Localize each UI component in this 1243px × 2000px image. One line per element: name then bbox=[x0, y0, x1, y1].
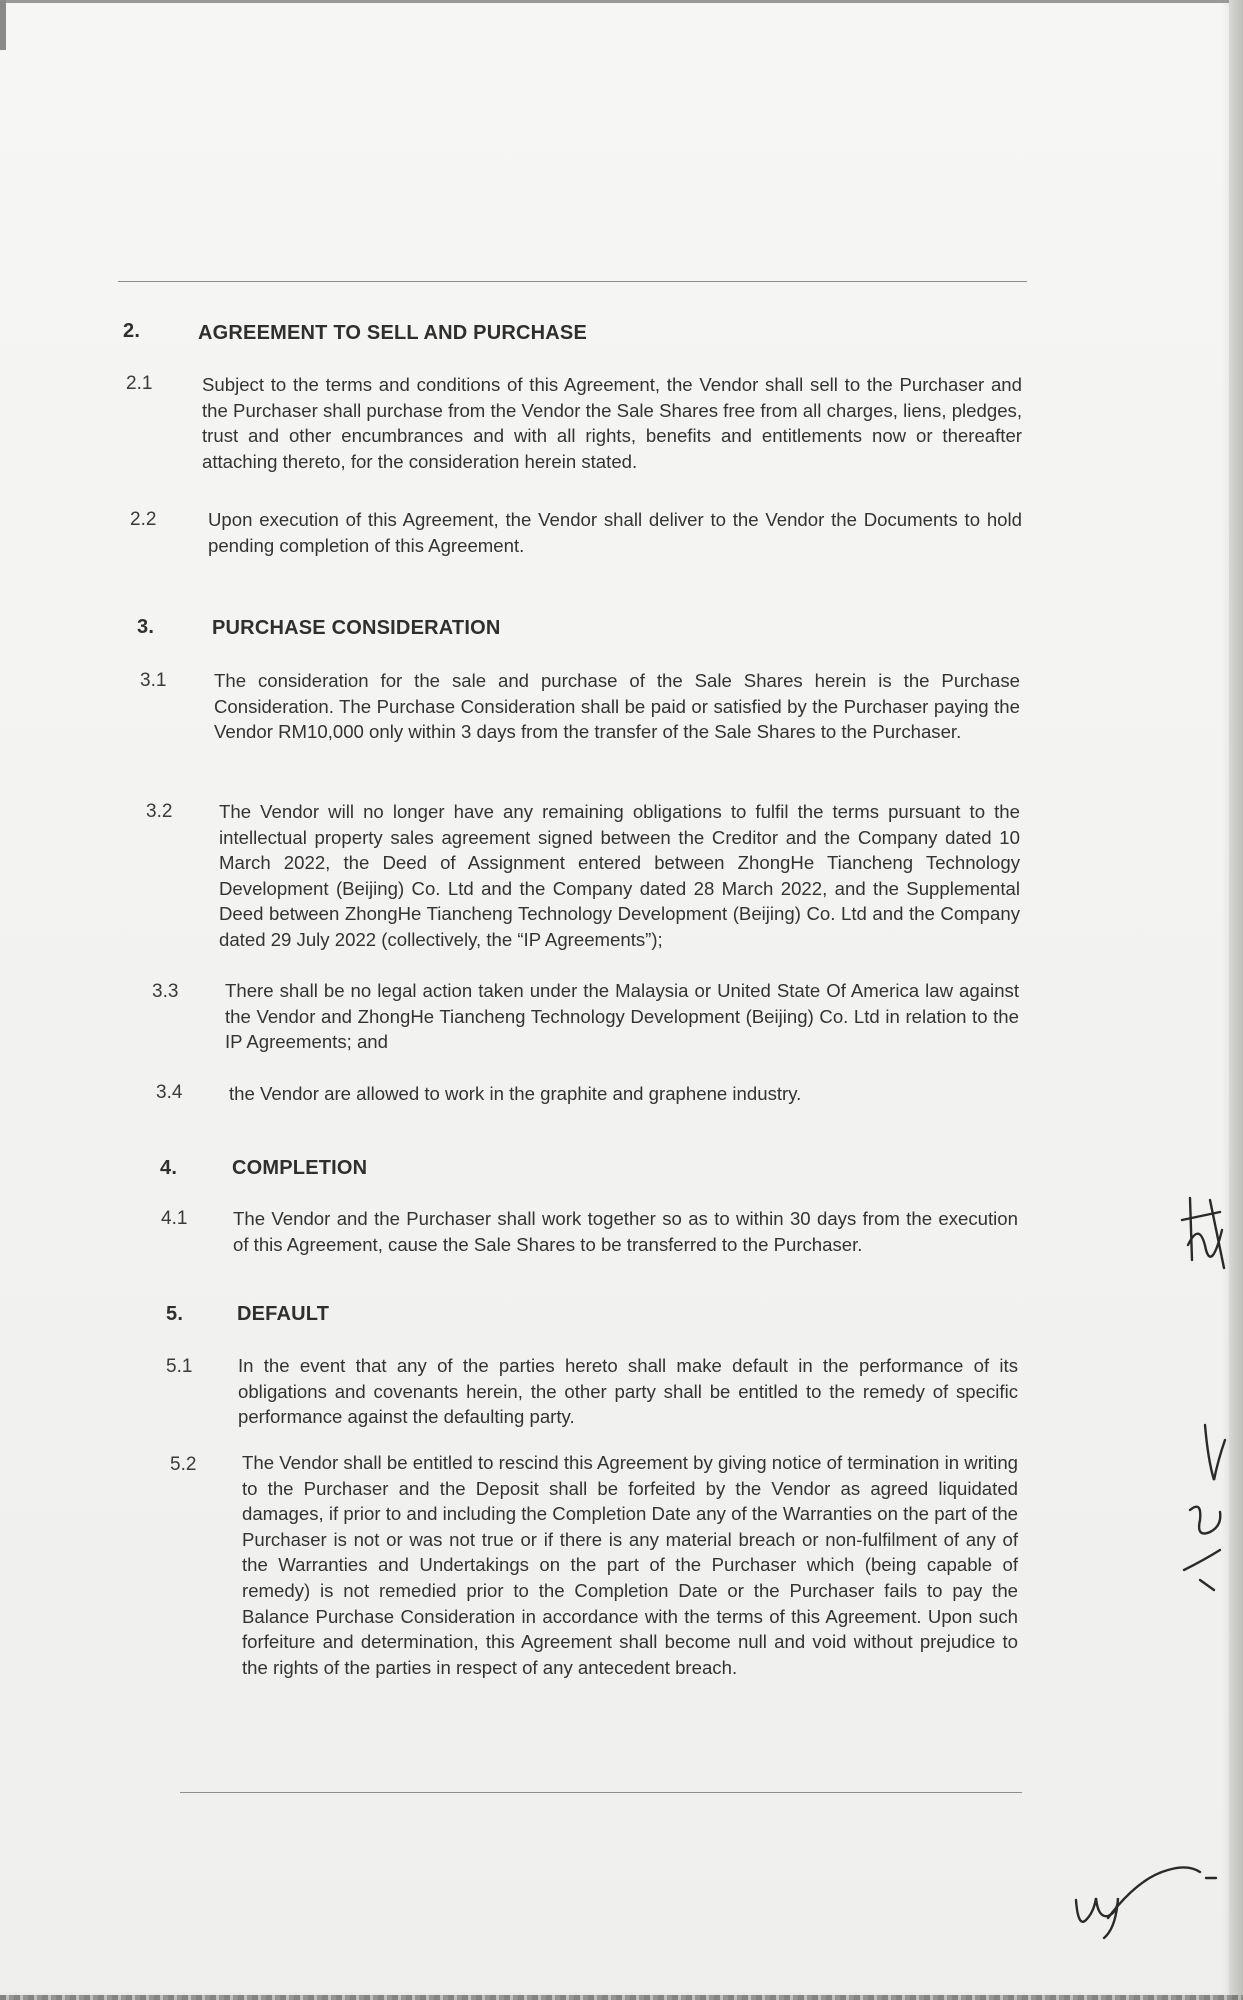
clause-text: The consideration for the sale and purchase of the Sale Shares herein is the Purchase Consideration. The Purchase Consideration shall be paid or satisfied by the Purchaser paying the Vendor RM10,000 only within 3 days from the transfer of the Sale Shares to the Purchaser. bbox=[214, 670, 1020, 743]
section-number: 4. bbox=[160, 1157, 178, 1179]
clause-number: 2.2 bbox=[130, 509, 157, 530]
section-number: 5. bbox=[166, 1303, 184, 1325]
clause-number: 2.1 bbox=[126, 373, 153, 394]
clause-text: There shall be no legal action taken under the Malaysia or United State Of America law against the Vendor and ZhongHe Tiancheng Technology Development (Beijing) Co. Ltd in relation to the IP Agreements; and bbox=[225, 980, 1019, 1053]
section-title: COMPLETION bbox=[232, 1157, 368, 1179]
clause-number: 3.2 bbox=[146, 801, 173, 822]
margin-initials-signature bbox=[1180, 1420, 1230, 1600]
section-title: PURCHASE CONSIDERATION bbox=[212, 617, 501, 639]
margin-initials-signature bbox=[1180, 1190, 1230, 1275]
clause-text: The Vendor will no longer have any remaining obligations to fulfil the terms pursuant to the intellectual property sales agreement signed between the Creditor and the Company dated 10 March 2022, the Deed of Assignment entered between ZhongHe Tiancheng Technology Development (Beijing) Co. Ltd and the Company dated 28 March 2022, and the Supplemental Deed between ZhongHe Tiancheng Technology Development (Beijing) Co. Ltd and the Company dated 29 July 2022 (collectively, the “IP Agreements”); bbox=[219, 801, 1020, 950]
section-3-heading bbox=[137, 616, 154, 639]
clause-number: 5.1 bbox=[166, 1356, 193, 1377]
header-rule bbox=[118, 281, 1027, 282]
clause-number: 3.3 bbox=[152, 981, 179, 1002]
section-2-heading bbox=[123, 320, 140, 343]
clause-text: The Vendor shall be entitled to rescind this Agreement by giving notice of termination in writing to the Purchaser and the Deposit shall be forfeited by the Vendor as agreed liquidated damages, if prior to and including the Completion Date any of the Warranties on the part of the Purchaser is not or was not true or if there is any material breach or non-fulfilment of any of the Warranties and Undertakings on the part of the Purchaser which (being capable of remedy) is not remedied prior to the Completion Date or the Purchaser fails to pay the Balance Purchase Consideration in accordance with the terms of this Agreement. Upon such forfeiture and determination, this Agreement shall become null and void without prejudice to the rights of the parties in respect of any antecedent breach. bbox=[242, 1452, 1018, 1678]
section-title: AGREEMENT TO SELL AND PURCHASE bbox=[198, 322, 587, 344]
page-bottom-edge bbox=[0, 1995, 1243, 2000]
section-5-heading bbox=[166, 1303, 183, 1326]
section-number: 3. bbox=[137, 616, 155, 638]
page-top-edge bbox=[0, 0, 1243, 3]
clause-number: 3.1 bbox=[140, 670, 167, 691]
clause-number: 4.1 bbox=[161, 1208, 188, 1229]
clause-text: the Vendor are allowed to work in the graphite and graphene industry. bbox=[229, 1083, 802, 1104]
bottom-signature bbox=[1068, 1858, 1218, 1948]
clause-text: In the event that any of the parties hereto shall make default in the performance of its obligations and covenants herein, the other party shall be entitled to the remedy of specific performance against the defaulting party. bbox=[238, 1355, 1018, 1428]
clause-text: The Vendor and the Purchaser shall work together so as to within 30 days from the execution of this Agreement, cause the Sale Shares to be transferred to the Purchaser. bbox=[233, 1208, 1018, 1255]
corner-shadow bbox=[0, 0, 6, 50]
section-title: DEFAULT bbox=[237, 1303, 330, 1325]
page-right-edge bbox=[1229, 0, 1243, 2000]
clause-text: Subject to the terms and conditions of this Agreement, the Vendor shall sell to the Purchaser and the Purchaser shall purchase from the Vendor the Sale Shares free from all charges, liens, pledges, trust and other encumbrances and with all rights, benefits and entitlements now or thereafter attaching thereto, for the consideration herein stated. bbox=[202, 374, 1022, 472]
clause-text: Upon execution of this Agreement, the Vendor shall deliver to the Vendor the Documents to hold pending completion of this Agreement. bbox=[208, 509, 1022, 556]
clause-number: 5.2 bbox=[170, 1454, 197, 1475]
section-4-heading bbox=[160, 1157, 177, 1180]
footer-rule bbox=[180, 1792, 1022, 1793]
clause-number: 3.4 bbox=[156, 1082, 183, 1103]
section-number: 2. bbox=[123, 320, 141, 342]
